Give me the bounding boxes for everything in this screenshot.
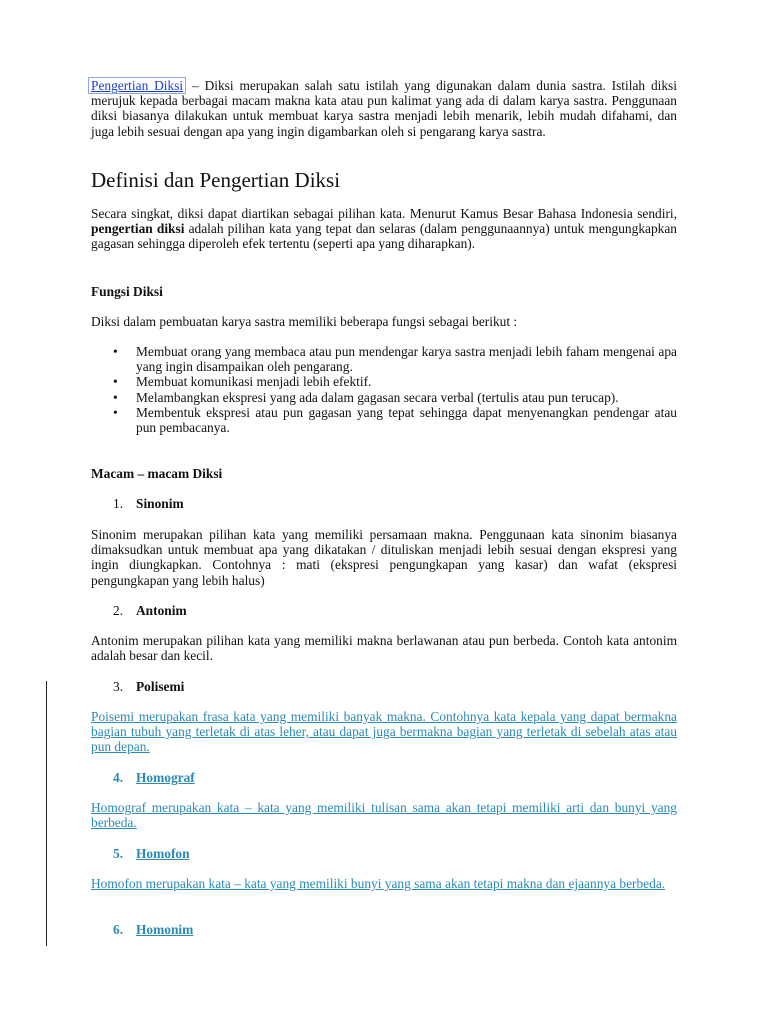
item-number: 2. [113,603,124,618]
numbered-heading-homograf[interactable] [91,770,677,785]
intro-text: – Diksi merupakan salah satu istilah yang digunakan dalam dunia sastra. Istilah diksi merujuk kepada berbagai macam makna kata atau pun kalimat yang ada di dalam karya sastra. Penggunaan diksi biasanya dilakukan untuk membuat karya sastra menjadi lebih menarik, lebih mudah difahami, dan juga lebih sesuai dengan apa yang ingin digambarkan oleh si pengarang karya sastra. [91,78,677,139]
sinonim-heading-block [91,496,677,511]
bullet-icon: • [113,404,118,420]
item-label: Homonim [136,922,194,937]
macam-heading-block [91,466,677,481]
bullet-icon: • [113,389,118,405]
revision-bar [46,681,47,946]
heading-block [91,168,677,192]
fungsi-intro: Diksi dalam pembuatan karya sastra memiliki beberapa fungsi sebagai berikut : [91,314,518,329]
sinonim-paragraph: Sinonim merupakan pilihan kata yang memiliki persamaan makna. Penggunaan kata sinonim biasanya dimaksudkan untuk membuat apa yang dikatakan / dituliskan menjadi lebih sesuai dengan ekspresi yang ingin diungkapkan. Contohnya : mati (ekspresi pengungkapan yang kasar) dan wafat (ekspresi pengungkapan yang lebih halus) [91,527,677,588]
antonim-text-block [91,633,677,663]
list-item [91,374,677,389]
fungsi-heading: Fungsi Diksi [91,284,163,299]
item-label: Polisemi [136,679,185,694]
item-label: Homofon [136,846,190,861]
antonim-paragraph: Antonim merupakan pilihan kata yang memiliki makna berlawanan atau pun berbeda. Contoh kata antonim adalah besar dan kecil. [91,633,677,664]
fungsi-list [91,344,677,435]
definition-text-after: adalah pilihan kata yang tepat dan selaras (dalam penggunaannya) untuk mengungkapkan gagasan sehingga diperoleh efek tertentu (seperti apa yang diharapkan). [91,221,677,252]
homofon-heading-block [91,846,677,861]
fungsi-list-block [91,344,677,435]
fungsi-intro-block [91,314,677,329]
numbered-heading-homonim[interactable] [91,922,677,937]
homograf-heading-block [91,770,677,785]
intro-block [91,78,677,139]
item-label: Sinonim [136,496,184,511]
polisemi-text-block [91,709,677,755]
definition-paragraph [91,206,677,252]
list-item [91,344,677,374]
bullet-icon: • [113,344,118,359]
homograf-text-block [91,800,677,830]
item-number: 6. [113,922,124,937]
homofon-text-block [91,876,677,891]
page-heading: Definisi dan Pengertian Diksi [91,168,341,192]
homonim-heading-block [91,922,677,937]
numbered-heading-polisemi [91,679,677,694]
item-label: Antonim [136,603,187,618]
item-number: 3. [113,679,124,694]
definition-bold: pengertian diksi [91,221,185,237]
bullet-icon: • [113,374,118,390]
sinonim-text-block [91,527,677,588]
fungsi-heading-block [91,284,677,299]
numbered-heading-antonim [91,603,677,618]
list-item [91,405,677,435]
item-number: 1. [113,496,124,511]
antonim-heading-block [91,603,677,618]
homograf-paragraph[interactable]: Homograf merupakan kata – kata yang memiliki tulisan sama akan tetapi memiliki arti dan bunyi yang berbeda. [91,800,677,831]
list-item-text: Membuat orang yang membaca atau pun mendengar karya sastra menjadi lebih faham mengenai apa yang ingin disampaikan oleh pengarang. [136,344,677,375]
definition-text-before: Secara singkat, diksi dapat diartikan sebagai pilihan kata. Menurut Kamus Besar Bahasa Indonesia sendiri, [91,206,677,221]
polisemi-heading-block [91,679,677,694]
intro-link[interactable]: Pengertian Diksi [88,77,186,94]
intro-paragraph [91,78,677,139]
homofon-paragraph[interactable]: Homofon merupakan kata – kata yang memiliki bunyi yang sama akan tetapi makna dan ejaannya berbeda. [91,876,666,891]
item-label: Homograf [136,770,195,785]
definition-block [91,206,677,252]
list-item-text: Membentuk ekspresi atau pun gagasan yang tepat sehingga dapat menyenangkan pendengar atau pun pembacanya. [136,404,677,436]
item-number: 5. [113,846,124,861]
macam-heading: Macam – macam Diksi [91,466,223,481]
numbered-heading-homofon[interactable] [91,846,677,861]
polisemi-paragraph[interactable]: Poisemi merupakan frasa kata yang memiliki banyak makna. Contohnya kata kepala yang dapat bermakna bagian tubuh yang terletak di atas leher, atau dapat juga bermakna bagian yang terletak di sebelah atas atau pun depan. [91,709,677,755]
list-item-text: Melambangkan ekspresi yang ada dalam gagasan secara verbal (tertulis atau pun terucap). [136,389,619,405]
list-item [91,390,677,405]
item-number: 4. [113,770,124,785]
numbered-heading-sinonim [91,496,677,511]
list-item-text: Membuat komunikasi menjadi lebih efektif. [136,374,372,390]
